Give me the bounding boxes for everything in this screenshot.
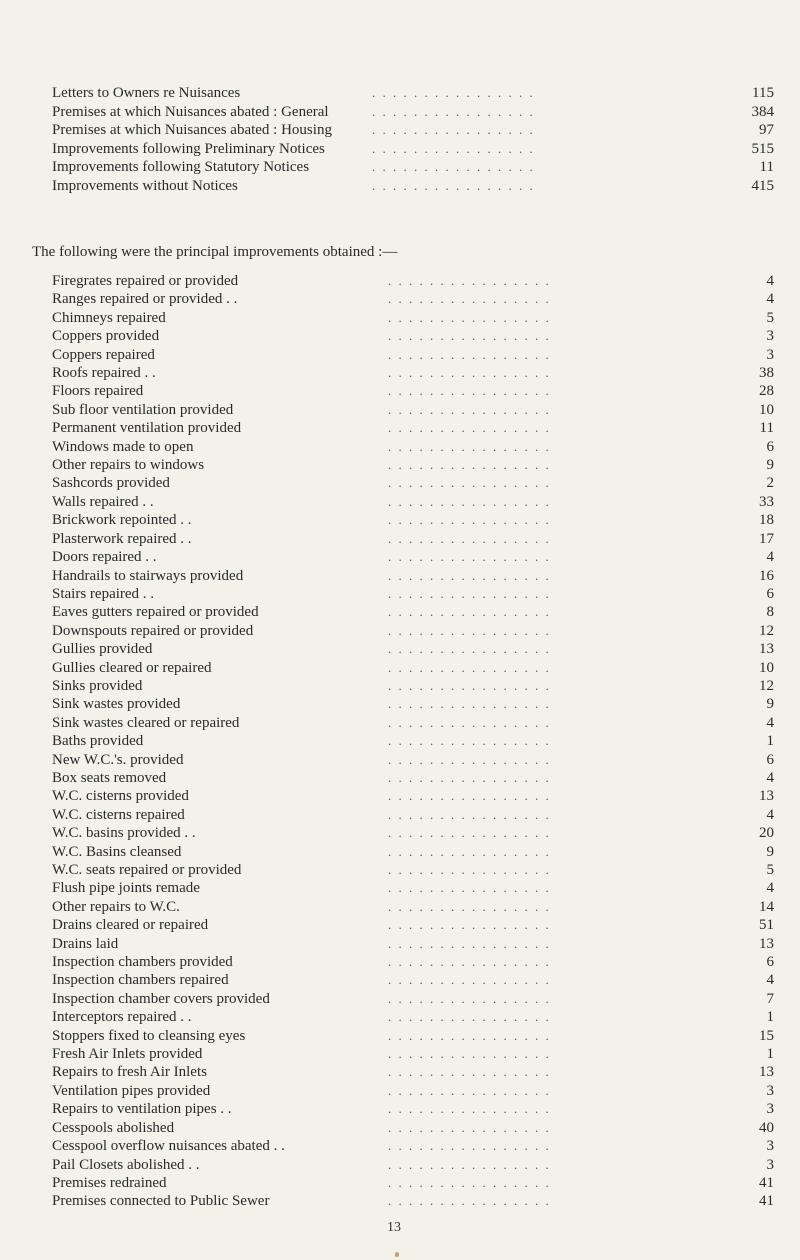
row-label: Plasterwork repaired . . xyxy=(52,530,192,547)
row-value: 2 xyxy=(766,475,774,492)
row-label: Floors repaired xyxy=(52,383,144,400)
row-value: 11 xyxy=(759,420,774,437)
row-label: Inspection chamber covers provided xyxy=(52,990,270,1007)
row-label: Baths provided xyxy=(52,733,144,750)
dot-leader: . . . . . . . . . . . . . . . . xyxy=(388,954,551,970)
row-value: 40 xyxy=(759,1119,774,1136)
improvement-row xyxy=(52,290,774,308)
dot-leader: . . . . . . . . . . . . . . . . xyxy=(388,935,551,951)
row-value: 41 xyxy=(759,1174,774,1191)
row-label: Sinks provided xyxy=(52,677,143,694)
improvements-list xyxy=(52,272,774,1211)
dot-leader: . . . . . . . . . . . . . . . . xyxy=(388,291,551,307)
improvement-row xyxy=(52,438,774,456)
improvement-row xyxy=(52,879,774,897)
row-value: 4 xyxy=(766,880,774,897)
row-label: Letters to Owners re Nuisances xyxy=(52,85,241,101)
row-label: Coppers provided xyxy=(52,328,160,345)
dot-leader: . . . . . . . . . . . . . . . . xyxy=(388,475,551,491)
improvement-row xyxy=(52,769,774,787)
improvement-row xyxy=(52,659,774,677)
dot-leader: . . . . . . . . . . . . . . . . xyxy=(388,843,551,859)
row-value: 6 xyxy=(766,438,774,455)
row-value: 13 xyxy=(759,1064,774,1081)
dot-leader: . . . . . . . . . . . . . . . . xyxy=(388,990,551,1006)
row-label: Windows made to open xyxy=(52,438,194,455)
row-label: Premises redrained xyxy=(52,1174,167,1191)
dot-leader: . . . . . . . . . . . . . . . . xyxy=(372,103,535,119)
row-value: 384 xyxy=(751,103,774,120)
row-label: Cesspool overflow nuisances abated . . xyxy=(52,1138,285,1155)
dot-leader: . . . . . . . . . . . . . . . . xyxy=(372,177,535,193)
dot-leader: . . . . . . . . . . . . . . . . xyxy=(388,493,551,509)
row-label: Repairs to ventilation pipes . . xyxy=(52,1101,232,1118)
row-label: Roofs repaired . . xyxy=(52,365,156,382)
improvement-row xyxy=(52,916,774,934)
dot-leader: . . . . . . . . . . . . . . . . xyxy=(388,788,551,804)
row-label: Ventilation pipes provided xyxy=(52,1082,211,1099)
improvement-row xyxy=(52,327,774,345)
row-label: Improvements following Statutory Notices xyxy=(52,159,310,176)
row-label: Improvements without Notices xyxy=(52,177,238,194)
dot-leader: . . . . . . . . . . . . . . . . xyxy=(388,880,551,896)
row-label: Pail Closets abolished . . xyxy=(52,1156,200,1173)
dot-leader: . . . . . . . . . . . . . . . . xyxy=(388,567,551,583)
dot-leader: . . . . . . . . . . . . . . . . xyxy=(388,733,551,749)
dot-leader: . . . . . . . . . . . . . . . . xyxy=(388,1119,551,1135)
row-label: Sink wastes cleared or repaired xyxy=(52,714,240,731)
row-value: 3 xyxy=(766,1138,774,1155)
dot-leader: . . . . . . . . . . . . . . . . xyxy=(388,549,551,565)
row-value: 7 xyxy=(766,990,774,1007)
dot-leader: . . . . . . . . . . . . . . . . xyxy=(388,273,551,288)
dot-leader: . . . . . . . . . . . . . . . . xyxy=(388,1138,551,1154)
row-label: Cesspools abolished xyxy=(52,1119,175,1136)
dot-leader: . . . . . . . . . . . . . . . . xyxy=(388,622,551,638)
improvement-row xyxy=(52,953,774,971)
dot-leader: . . . . . . . . . . . . . . . . xyxy=(388,604,551,620)
improvement-row xyxy=(52,1192,774,1210)
row-value: 97 xyxy=(759,122,774,139)
dot-leader: . . . . . . . . . . . . . . . . xyxy=(388,328,551,344)
dot-leader: . . . . . . . . . . . . . . . . xyxy=(388,1027,551,1043)
row-value: 10 xyxy=(759,659,774,676)
summary-row xyxy=(52,103,774,122)
row-value: 11 xyxy=(759,159,774,176)
improvement-row xyxy=(52,382,774,400)
row-label: Drains cleared or repaired xyxy=(52,917,209,934)
row-value: 3 xyxy=(766,1082,774,1099)
row-value: 4 xyxy=(766,806,774,823)
dot-leader: . . . . . . . . . . . . . . . . xyxy=(372,159,535,175)
row-value: 3 xyxy=(766,1156,774,1173)
improvement-row xyxy=(52,732,774,750)
row-label: Inspection chambers provided xyxy=(52,954,233,971)
improvement-row xyxy=(52,640,774,658)
summary-row xyxy=(52,140,774,159)
row-label: Repairs to fresh Air Inlets xyxy=(52,1064,207,1081)
row-label: Permanent ventilation provided xyxy=(52,420,242,437)
row-label: Sashcords provided xyxy=(52,475,170,492)
row-value: 51 xyxy=(759,917,774,934)
improvement-row xyxy=(52,861,774,879)
row-value: 12 xyxy=(759,622,774,639)
row-label: Handrails to stairways provided xyxy=(52,567,244,584)
row-value: 4 xyxy=(766,273,774,289)
improvement-row xyxy=(52,806,774,824)
improvement-row xyxy=(52,1137,774,1155)
row-label: Eaves gutters repaired or provided xyxy=(52,604,259,621)
row-label: W.C. cisterns repaired xyxy=(52,806,185,823)
page-number: 13 xyxy=(387,1220,401,1235)
summary-row xyxy=(52,158,774,177)
row-value: 13 xyxy=(759,788,774,805)
row-label: Other repairs to windows xyxy=(52,457,205,474)
improvement-row xyxy=(52,843,774,861)
row-value: 17 xyxy=(759,530,774,547)
row-value: 10 xyxy=(759,401,774,418)
row-value: 1 xyxy=(766,1009,774,1026)
improvement-row xyxy=(52,1156,774,1174)
improvement-row xyxy=(52,1027,774,1045)
dot-leader: . . . . . . . . . . . . . . . . xyxy=(388,677,551,693)
row-label: Inspection chambers repaired xyxy=(52,972,229,989)
row-label: W.C. seats repaired or provided xyxy=(52,862,242,878)
row-value: 14 xyxy=(759,898,774,915)
row-value: 3 xyxy=(766,346,774,363)
improvements-intro: The following were the principal improvements obtained :— xyxy=(32,244,398,260)
dot-leader: . . . . . . . . . . . . . . . . xyxy=(372,85,535,100)
row-label: Walls repaired . . xyxy=(52,493,154,510)
row-value: 1 xyxy=(766,733,774,750)
dot-leader: . . . . . . . . . . . . . . . . xyxy=(372,140,535,156)
row-value: 15 xyxy=(759,1027,774,1044)
improvement-row xyxy=(52,714,774,732)
row-value: 8 xyxy=(766,604,774,621)
row-value: 6 xyxy=(766,954,774,971)
row-label: W.C. cisterns provided xyxy=(52,788,189,805)
row-value: 28 xyxy=(759,383,774,400)
row-value: 4 xyxy=(766,291,774,308)
dot-leader: . . . . . . . . . . . . . . . . xyxy=(388,365,551,381)
dot-leader: . . . . . . . . . . . . . . . . xyxy=(388,769,551,785)
row-value: 1 xyxy=(766,1046,774,1063)
improvement-row xyxy=(52,530,774,548)
improvement-row xyxy=(52,1008,774,1026)
improvement-row xyxy=(52,567,774,585)
improvement-row xyxy=(52,695,774,713)
improvement-row xyxy=(52,1174,774,1192)
dot-leader: . . . . . . . . . . . . . . . . xyxy=(388,346,551,362)
improvement-row xyxy=(52,898,774,916)
row-label: W.C. Basins cleansed xyxy=(52,843,182,860)
dot-leader: . . . . . . . . . . . . . . . . xyxy=(388,309,551,325)
improvement-row xyxy=(52,346,774,364)
row-value: 38 xyxy=(759,365,774,382)
improvement-row xyxy=(52,935,774,953)
row-label: Drains laid xyxy=(52,935,119,952)
row-value: 20 xyxy=(759,825,774,842)
improvement-row xyxy=(52,990,774,1008)
row-value: 415 xyxy=(751,177,774,194)
dot-leader: . . . . . . . . . . . . . . . . xyxy=(388,806,551,822)
row-label: Sub floor ventilation provided xyxy=(52,401,234,418)
summary-row xyxy=(52,121,774,140)
dot-leader: . . . . . . . . . . . . . . . . xyxy=(388,420,551,436)
row-label: Premises at which Nuisances abated : General xyxy=(52,103,329,120)
row-label: Other repairs to W.C. xyxy=(52,898,180,915)
improvement-row xyxy=(52,622,774,640)
row-value: 9 xyxy=(766,696,774,713)
dot-leader: . . . . . . . . . . . . . . . . xyxy=(388,1156,551,1172)
row-value: 41 xyxy=(759,1193,774,1210)
dot-leader: . . . . . . . . . . . . . . . . xyxy=(388,972,551,988)
row-value: 3 xyxy=(766,328,774,345)
row-label: Box seats removed xyxy=(52,769,167,786)
row-value: 12 xyxy=(759,677,774,694)
dot-leader: . . . . . . . . . . . . . . . . xyxy=(388,1082,551,1098)
row-label: Interceptors repaired . . xyxy=(52,1009,192,1026)
dot-leader: . . . . . . . . . . . . . . . . xyxy=(388,751,551,767)
improvement-row xyxy=(52,1100,774,1118)
dot-leader: . . . . . . . . . . . . . . . . xyxy=(388,1174,551,1190)
dot-leader: . . . . . . . . . . . . . . . . xyxy=(388,512,551,528)
row-value: 3 xyxy=(766,1101,774,1118)
improvement-row xyxy=(52,1045,774,1063)
row-value: 4 xyxy=(766,549,774,566)
dot-leader: . . . . . . . . . . . . . . . . xyxy=(388,438,551,454)
row-value: 115 xyxy=(752,85,774,101)
row-label: Sink wastes provided xyxy=(52,696,181,713)
row-value: 4 xyxy=(766,714,774,731)
row-value: 33 xyxy=(759,493,774,510)
row-label: Doors repaired . . xyxy=(52,549,157,566)
dot-leader: . . . . . . . . . . . . . . . . xyxy=(388,1101,551,1117)
dot-leader: . . . . . . . . . . . . . . . . xyxy=(388,383,551,399)
row-label: Stoppers fixed to cleansing eyes xyxy=(52,1027,246,1044)
row-value: 9 xyxy=(766,843,774,860)
improvement-row xyxy=(52,1063,774,1081)
row-value: 515 xyxy=(751,140,774,157)
improvement-row xyxy=(52,751,774,769)
dot-leader: . . . . . . . . . . . . . . . . xyxy=(388,401,551,417)
row-label: Gullies cleared or repaired xyxy=(52,659,212,676)
row-label: Downspouts repaired or provided xyxy=(52,622,254,639)
dot-leader: . . . . . . . . . . . . . . . . xyxy=(388,898,551,914)
improvement-row xyxy=(52,548,774,566)
improvement-row xyxy=(52,309,774,327)
dot-leader: . . . . . . . . . . . . . . . . xyxy=(388,659,551,675)
dot-leader: . . . . . . . . . . . . . . . . xyxy=(388,1046,551,1062)
row-value: 6 xyxy=(766,585,774,602)
row-label: Brickwork repointed . . xyxy=(52,512,192,529)
row-value: 5 xyxy=(766,862,774,878)
row-label: Coppers repaired xyxy=(52,346,155,363)
row-label: Stairs repaired . . xyxy=(52,585,155,602)
improvement-row xyxy=(52,603,774,621)
row-value: 13 xyxy=(759,935,774,952)
dot-leader: . . . . . . . . . . . . . . . . xyxy=(388,585,551,601)
row-value: 6 xyxy=(766,751,774,768)
row-value: 4 xyxy=(766,972,774,989)
dot-leader: . . . . . . . . . . . . . . . . xyxy=(388,641,551,657)
dot-leader: . . . . . . . . . . . . . . . . xyxy=(388,696,551,712)
dot-leader: . . . . . . . . . . . . . . . . xyxy=(388,530,551,546)
row-label: Chimneys repaired xyxy=(52,309,166,326)
improvement-row xyxy=(52,824,774,842)
dot-leader: . . . . . . . . . . . . . . . . xyxy=(388,825,551,841)
row-label: Gullies provided xyxy=(52,641,153,658)
improvement-row xyxy=(52,1082,774,1100)
improvement-row xyxy=(52,511,774,529)
row-label: Flush pipe joints remade xyxy=(52,880,200,897)
improvement-row xyxy=(52,419,774,437)
improvement-row xyxy=(52,272,774,290)
row-label: Firegrates repaired or provided xyxy=(52,273,239,289)
row-value: 18 xyxy=(759,512,774,529)
ink-mark xyxy=(395,1252,399,1257)
row-value: 13 xyxy=(759,641,774,658)
improvement-row xyxy=(52,456,774,474)
dot-leader: . . . . . . . . . . . . . . . . xyxy=(388,1193,551,1209)
improvement-row xyxy=(52,971,774,989)
dot-leader: . . . . . . . . . . . . . . . . xyxy=(372,122,535,138)
summary-row xyxy=(52,177,774,196)
summary-row xyxy=(52,84,774,103)
row-label: Premises at which Nuisances abated : Housing xyxy=(52,122,332,139)
improvement-row xyxy=(52,474,774,492)
dot-leader: . . . . . . . . . . . . . . . . xyxy=(388,1064,551,1080)
dot-leader: . . . . . . . . . . . . . . . . xyxy=(388,457,551,473)
improvement-row xyxy=(52,493,774,511)
row-label: Fresh Air Inlets provided xyxy=(52,1046,203,1063)
dot-leader: . . . . . . . . . . . . . . . . xyxy=(388,862,551,877)
dot-leader: . . . . . . . . . . . . . . . . xyxy=(388,714,551,730)
row-value: 16 xyxy=(759,567,774,584)
improvement-row xyxy=(52,1119,774,1137)
improvement-row xyxy=(52,364,774,382)
row-value: 5 xyxy=(766,309,774,326)
row-value: 9 xyxy=(766,457,774,474)
improvement-row xyxy=(52,401,774,419)
row-label: Ranges repaired or provided . . xyxy=(52,291,238,308)
improvement-row xyxy=(52,677,774,695)
row-label: W.C. basins provided . . xyxy=(52,825,196,842)
row-label: Improvements following Preliminary Notices xyxy=(52,140,325,157)
improvement-row xyxy=(52,787,774,805)
summary-list xyxy=(52,84,774,195)
improvement-row xyxy=(52,585,774,603)
dot-leader: . . . . . . . . . . . . . . . . xyxy=(388,1009,551,1025)
row-label: Premises connected to Public Sewer xyxy=(52,1193,270,1210)
row-label: New W.C.'s. provided xyxy=(52,751,184,768)
dot-leader: . . . . . . . . . . . . . . . . xyxy=(388,917,551,933)
row-value: 4 xyxy=(766,769,774,786)
